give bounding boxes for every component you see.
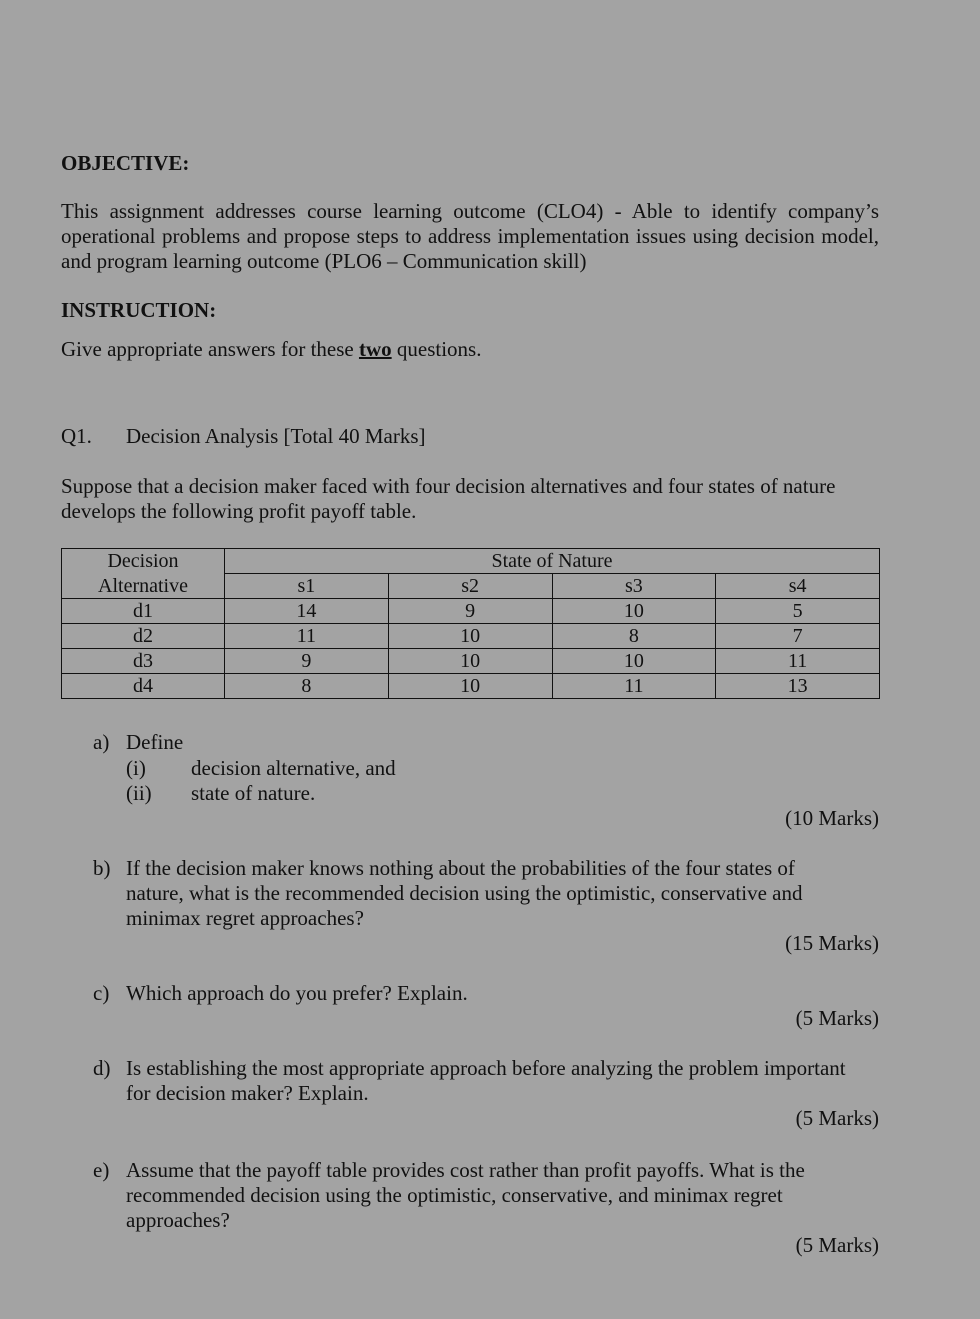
part-b-line: If the decision maker knows nothing about the probabilities of the four states of bbox=[126, 856, 795, 880]
column-header: s3 bbox=[552, 574, 716, 599]
row-label: d4 bbox=[62, 674, 225, 699]
part-d-letter: d) bbox=[93, 1056, 111, 1080]
table-cell: 13 bbox=[716, 674, 880, 699]
table-cell: 10 bbox=[388, 649, 552, 674]
part-b-marks: (15 Marks) bbox=[785, 931, 879, 955]
row-label: d1 bbox=[62, 599, 225, 624]
table-subheader-row bbox=[62, 574, 880, 599]
row-label: d2 bbox=[62, 624, 225, 649]
part-b-line: nature, what is the recommended decision using the optimistic, conservative and bbox=[126, 881, 803, 905]
objective-heading: OBJECTIVE: bbox=[61, 151, 190, 175]
part-d-line: for decision maker? Explain. bbox=[126, 1081, 369, 1105]
payoff-table bbox=[61, 548, 880, 699]
table-cell: 14 bbox=[225, 599, 389, 624]
part-e-letter: e) bbox=[93, 1158, 110, 1182]
part-d-marks: (5 Marks) bbox=[795, 1106, 879, 1130]
part-a-sub-num: (i) bbox=[126, 756, 146, 780]
table-cell: 10 bbox=[552, 599, 716, 624]
table-cell: 11 bbox=[225, 624, 389, 649]
table-cell: 8 bbox=[552, 624, 716, 649]
part-a-letter: a) bbox=[93, 730, 110, 754]
table-header-row bbox=[62, 549, 880, 574]
part-a-marks: (10 Marks) bbox=[785, 806, 879, 830]
instruction-text-after: questions. bbox=[391, 337, 482, 361]
instruction-text bbox=[61, 337, 481, 362]
column-header: s2 bbox=[388, 574, 552, 599]
column-header: s1 bbox=[225, 574, 389, 599]
table-cell: 11 bbox=[552, 674, 716, 699]
part-a-sub-num: (ii) bbox=[126, 781, 152, 805]
q1-title: Decision Analysis [Total 40 Marks] bbox=[126, 424, 426, 448]
part-e-line: approaches? bbox=[126, 1208, 230, 1232]
group-header-cell: State of Nature bbox=[225, 549, 880, 574]
table-cell: 7 bbox=[716, 624, 880, 649]
table-cell: 11 bbox=[716, 649, 880, 674]
part-e-line: Assume that the payoff table provides cost rather than profit payoffs. What is the bbox=[126, 1158, 805, 1182]
part-a-sub-text: decision alternative, and bbox=[191, 756, 396, 780]
table-row bbox=[62, 599, 880, 624]
table-cell: 8 bbox=[225, 674, 389, 699]
table-row bbox=[62, 649, 880, 674]
instruction-heading: INSTRUCTION: bbox=[61, 298, 217, 322]
row-label: d3 bbox=[62, 649, 225, 674]
row-header-cell: Decision bbox=[62, 549, 225, 574]
table-cell: 5 bbox=[716, 599, 880, 624]
part-b-letter: b) bbox=[93, 856, 111, 880]
table-cell: 10 bbox=[552, 649, 716, 674]
table-row bbox=[62, 674, 880, 699]
instruction-text-before: Give appropriate answers for these bbox=[61, 337, 359, 361]
q1-intro: Suppose that a decision maker faced with four decision alternatives and four states of nature develops the following profit payoff table. bbox=[61, 474, 836, 523]
part-b-line: minimax regret approaches? bbox=[126, 906, 364, 930]
part-a-text: Define bbox=[126, 730, 184, 754]
part-c-line: Which approach do you prefer? Explain. bbox=[126, 981, 468, 1005]
q1-number: Q1. bbox=[61, 424, 92, 448]
instruction-emphasis: two bbox=[358, 337, 392, 361]
part-a-sub-text: state of nature. bbox=[191, 781, 316, 805]
row-header-cell-2: Alternative bbox=[62, 574, 225, 599]
table-cell: 9 bbox=[388, 599, 552, 624]
part-e-marks: (5 Marks) bbox=[795, 1233, 879, 1257]
objective-text: This assignment addresses course learning outcome (CLO4) - Able to identify company’s operational problems and propose steps to address implementation issues using decision model, and program learning outcome (PLO6 – Communication skill) bbox=[61, 199, 879, 273]
part-d-line: Is establishing the most appropriate approach before analyzing the problem important bbox=[126, 1056, 846, 1080]
part-e-line: recommended decision using the optimistic, conservative, and minimax regret bbox=[126, 1183, 783, 1207]
table-cell: 9 bbox=[225, 649, 389, 674]
table-cell: 10 bbox=[388, 624, 552, 649]
part-c-marks: (5 Marks) bbox=[795, 1006, 879, 1030]
table-row bbox=[62, 624, 880, 649]
part-c-letter: c) bbox=[93, 981, 110, 1005]
column-header: s4 bbox=[716, 574, 880, 599]
table-cell: 10 bbox=[388, 674, 552, 699]
